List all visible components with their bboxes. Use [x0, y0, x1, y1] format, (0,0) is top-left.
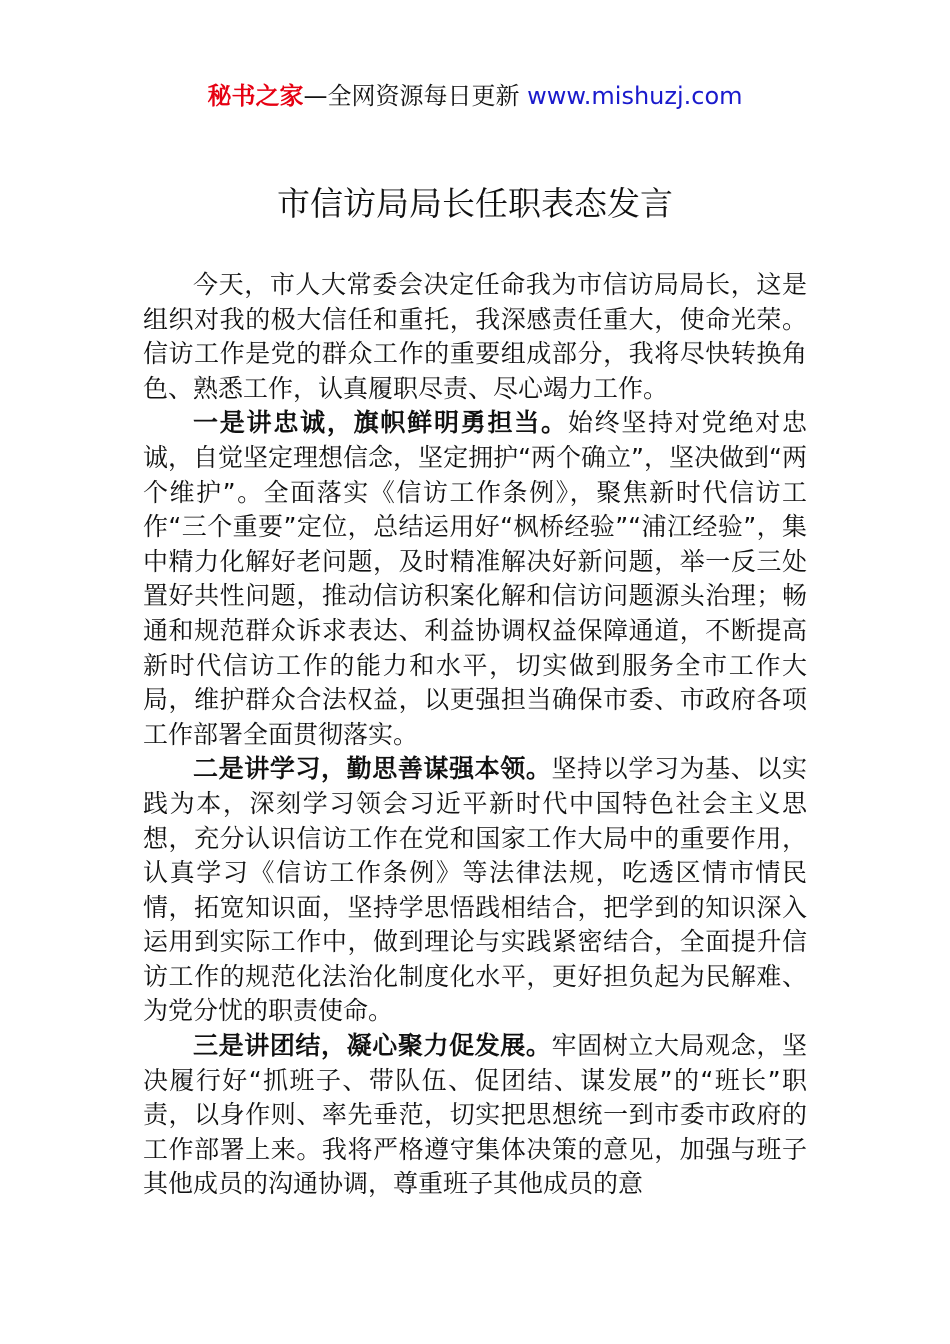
paragraph-intro: [143, 268, 807, 406]
site-url-link[interactable]: www.mishuzj.com: [527, 82, 743, 110]
document-body: [143, 268, 807, 1202]
paragraph-unity: [143, 1029, 807, 1202]
paragraph-lead: 三是讲团结，凝心聚力促发展。: [193, 1031, 552, 1061]
site-tagline: 全网资源每日更新: [327, 82, 520, 110]
paragraph-lead: 二是讲学习，勤思善谋强本领。: [193, 754, 552, 784]
paragraph-text: 坚持以学习为基、以实践为本，深刻学习领会习近平新时代中国特色社会主义思想，充分认识信访工作在党和国家工作大局中的重要作用，认真学习《信访工作条例》等法律法规，吃透区情市情民情，拓宽知识面，坚持学思悟践相结合，把学到的知识深入运用到实际工作中，做到理论与实践紧密结合，全面提升信访工作的规范化法治化制度化水平，更好担负起为民解难、为党分忧的职责使命。: [143, 754, 807, 1026]
header-separator: —: [303, 82, 328, 110]
document-title: 市信访局局长任职表态发言: [277, 184, 673, 223]
paragraph-text: 牢固树立大局观念，坚决履行好“抓班子、带队伍、促团结、谋发展”的“班长”职责，以身作则、率先垂范，切实把思想统一到市委市政府的工作部署上来。我将严格遵守集体决策的意见，加强与班子其他成员的沟通协调，尊重班子其他成员的意: [143, 1031, 807, 1199]
paragraph-lead: 一是讲忠诚，旗帜鲜明勇担当。: [193, 408, 568, 438]
paragraph-learning: [143, 752, 807, 1029]
paragraph-text: 始终坚持对党绝对忠诚，自觉坚定理想信念，坚定拥护“两个确立”，坚决做到“两个维护”。全面落实《信访工作条例》，聚焦新时代信访工作“三个重要”定位，总结运用好“枫桥经验”“浦江经验”，集中精力化解好老问题，及时精准解决好新问题，举一反三处置好共性问题，推动信访积案化解和信访问题源头治理；畅通和规范群众诉求表达、利益协调权益保障通道，不断提高新时代信访工作的能力和水平，切实做到服务全市工作大局，维护群众合法权益，以更强担当确保市委、市政府各项工作部署全面贯彻落实。: [143, 408, 807, 749]
site-brand: 秘书之家: [207, 82, 304, 110]
paragraph-text: 今天，市人大常委会决定任命我为市信访局局长，这是组织对我的极大信任和重托，我深感责任重大，使命光荣。信访工作是党的群众工作的重要组成部分，我将尽快转换角色、熟悉工作，认真履职尽责、尽心竭力工作。: [143, 270, 807, 403]
paragraph-loyalty: [143, 406, 807, 752]
site-header: [0, 80, 950, 112]
